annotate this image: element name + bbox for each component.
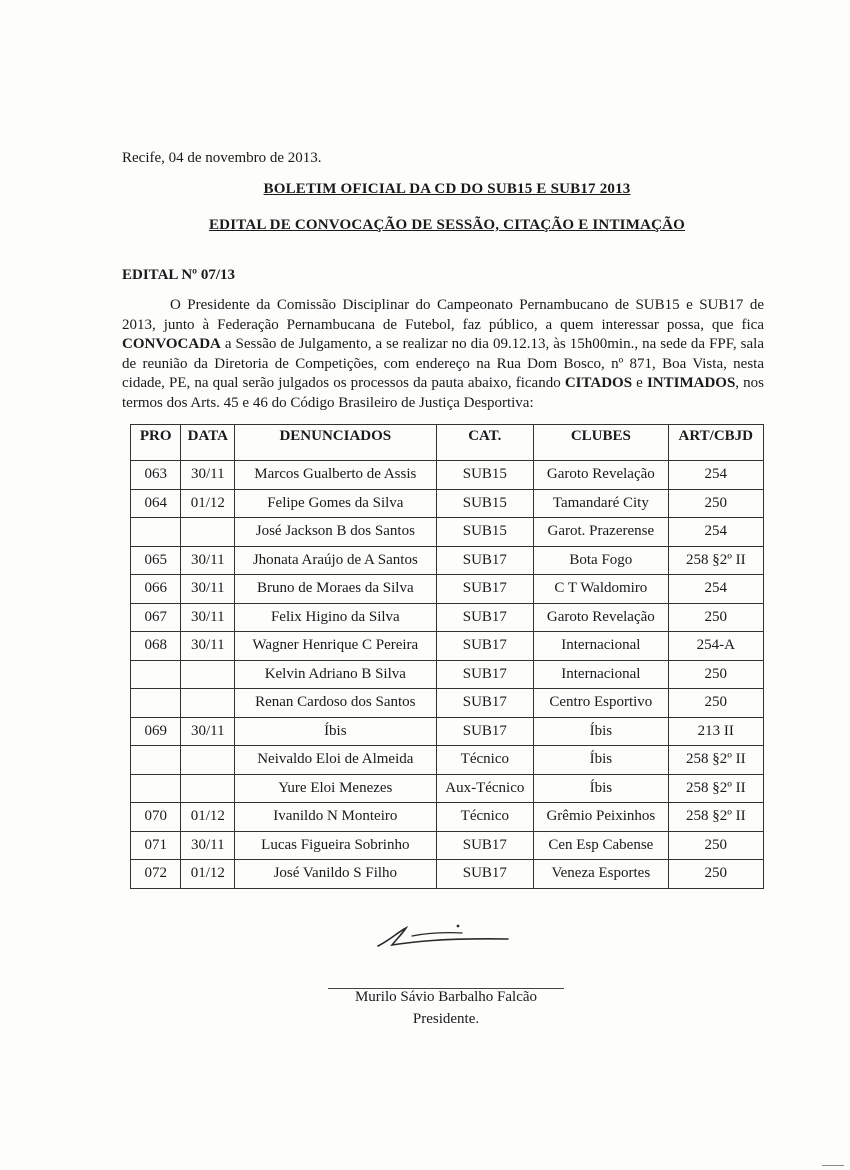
cell-cat: SUB15 [436, 518, 534, 547]
cell-clube: Bota Fogo [534, 546, 668, 575]
edital-title: EDITAL DE CONVOCAÇÃO DE SESSÃO, CITAÇÃO E INTIMAÇÃO [208, 217, 686, 233]
table-row [131, 632, 764, 661]
cell-pro: 065 [131, 546, 181, 575]
cell-cat: SUB17 [436, 603, 534, 632]
cell-clube: Internacional [534, 660, 668, 689]
date-line: Recife, 04 de novembro de 2013. [122, 150, 322, 166]
cell-art-cbjd: 250 [668, 689, 763, 718]
cell-clube: Garoto Revelação [534, 461, 668, 490]
cell-clube: Garoto Revelação [534, 603, 668, 632]
cell-art-cbjd: 250 [668, 489, 763, 518]
cell-denunciado: Kelvin Adriano B Silva [235, 660, 436, 689]
cell-art-cbjd: 250 [668, 860, 763, 889]
cell-art-cbjd: 213 II [668, 717, 763, 746]
table-row [131, 660, 764, 689]
header-cat: CAT. [436, 425, 534, 461]
cell-cat: SUB15 [436, 489, 534, 518]
cell-denunciado: Renan Cardoso dos Santos [235, 689, 436, 718]
paragraph-bold-citados: CITADOS [564, 375, 633, 391]
table-row [131, 461, 764, 490]
cell-pro: 066 [131, 575, 181, 604]
header-data: DATA [181, 425, 235, 461]
header-denunciados: DENUNCIADOS [235, 425, 436, 461]
cell-data [181, 774, 235, 803]
cell-cat: Técnico [436, 746, 534, 775]
cell-data: 30/11 [181, 575, 235, 604]
table-row [131, 803, 764, 832]
cell-denunciado: Lucas Figueira Sobrinho [235, 831, 436, 860]
cell-data: 30/11 [181, 831, 235, 860]
paragraph-text-4: , nos termos dos Arts. 45 e 46 do Código Brasileiro de Justiça Desportiva: [122, 375, 764, 411]
cell-art-cbjd: 254 [668, 461, 763, 490]
cell-denunciado: José Jackson B dos Santos [235, 518, 436, 547]
cell-data: 30/11 [181, 603, 235, 632]
cell-pro: 063 [131, 461, 181, 490]
cell-clube: Cen Esp Cabense [534, 831, 668, 860]
cell-denunciado: Marcos Gualberto de Assis [235, 461, 436, 490]
table-row [131, 717, 764, 746]
cell-data: 01/12 [181, 860, 235, 889]
cell-data: 30/11 [181, 546, 235, 575]
paragraph-bold-intimados: INTIMADOS [646, 375, 736, 391]
cell-clube: Íbis [534, 717, 668, 746]
paragraph-bold-convocada: CONVOCADA [122, 336, 221, 352]
table-row [131, 546, 764, 575]
cell-pro: 068 [131, 632, 181, 661]
cell-denunciado: Felipe Gomes da Silva [235, 489, 436, 518]
cell-pro [131, 518, 181, 547]
scan-edge-mark [822, 1165, 844, 1166]
convocation-paragraph [122, 296, 764, 413]
cell-art-cbjd: 254 [668, 575, 763, 604]
cell-cat: SUB17 [436, 831, 534, 860]
cell-cat: SUB17 [436, 632, 534, 661]
cell-data [181, 689, 235, 718]
cell-denunciado: Felix Higino da Silva [235, 603, 436, 632]
cell-denunciado: Wagner Henrique C Pereira [235, 632, 436, 661]
paragraph-text-3: e [632, 375, 647, 391]
cell-denunciado: Ivanildo N Monteiro [235, 803, 436, 832]
cell-cat: SUB17 [436, 575, 534, 604]
table-row [131, 603, 764, 632]
cell-data [181, 518, 235, 547]
table-row [131, 860, 764, 889]
cell-pro: 071 [131, 831, 181, 860]
signatory-role: Presidente. [412, 1011, 480, 1027]
cell-art-cbjd: 254 [668, 518, 763, 547]
cell-data: 30/11 [181, 632, 235, 661]
header-art-cbjd: ART/CBJD [668, 425, 763, 461]
cell-art-cbjd: 250 [668, 603, 763, 632]
signatory-name: Murilo Sávio Barbalho Falcão [354, 989, 538, 1005]
cell-data: 01/12 [181, 489, 235, 518]
cell-clube: Centro Esportivo [534, 689, 668, 718]
table-row [131, 689, 764, 718]
cell-clube: Garot. Prazerense [534, 518, 668, 547]
judgment-agenda-table [130, 424, 764, 889]
cell-cat: Técnico [436, 803, 534, 832]
cell-pro [131, 746, 181, 775]
cell-pro [131, 774, 181, 803]
cell-art-cbjd: 258 §2º II [668, 774, 763, 803]
cell-clube: Grêmio Peixinhos [534, 803, 668, 832]
cell-denunciado: Íbis [235, 717, 436, 746]
cell-data: 30/11 [181, 461, 235, 490]
cell-clube: Tamandaré City [534, 489, 668, 518]
cell-pro [131, 660, 181, 689]
cell-data [181, 660, 235, 689]
cell-denunciado: Bruno de Moraes da Silva [235, 575, 436, 604]
cell-pro: 064 [131, 489, 181, 518]
cell-pro: 067 [131, 603, 181, 632]
cell-cat: SUB17 [436, 546, 534, 575]
table-row [131, 489, 764, 518]
cell-cat: SUB17 [436, 717, 534, 746]
cell-data: 01/12 [181, 803, 235, 832]
paragraph-text-1: O Presidente da Comissão Disciplinar do Campeonato Pernambucano de SUB15 e SUB17 de 2013, junto à Federação Pernambucana de Futebol, faz público, a quem interessar possa, que fica [122, 297, 764, 333]
table-row [131, 518, 764, 547]
cell-clube: Veneza Esportes [534, 860, 668, 889]
cell-pro [131, 689, 181, 718]
cell-art-cbjd: 250 [668, 660, 763, 689]
cell-denunciado: José Vanildo S Filho [235, 860, 436, 889]
table-row [131, 831, 764, 860]
cell-clube: C T Waldomiro [534, 575, 668, 604]
cell-pro: 070 [131, 803, 181, 832]
cell-art-cbjd: 250 [668, 831, 763, 860]
table-row [131, 774, 764, 803]
cell-art-cbjd: 254-A [668, 632, 763, 661]
cell-clube: Íbis [534, 774, 668, 803]
cell-data [181, 746, 235, 775]
header-pro: PRO [131, 425, 181, 461]
edital-number: EDITAL Nº 07/13 [122, 267, 236, 283]
bulletin-title: BOLETIM OFICIAL DA CD DO SUB15 E SUB17 2013 [263, 181, 631, 197]
cell-denunciado: Jhonata Araújo de A Santos [235, 546, 436, 575]
header-clubes: CLUBES [534, 425, 668, 461]
paragraph-text-2: a Sessão de Julgamento, a se realizar no dia 09.12.13, às 15h00min., na sede da FPF, sala de reunião da Diretoria de Competições, com endereço na Rua Dom Bosco, nº 871, Boa Vista, nesta cidade, PE, na qual serão julgados os processos da pauta abaixo, ficando [122, 336, 764, 391]
cell-art-cbjd: 258 §2º II [668, 546, 763, 575]
cell-art-cbjd: 258 §2º II [668, 746, 763, 775]
cell-art-cbjd: 258 §2º II [668, 803, 763, 832]
table-row [131, 575, 764, 604]
cell-cat: SUB15 [436, 461, 534, 490]
cell-clube: Internacional [534, 632, 668, 661]
cell-cat: SUB17 [436, 860, 534, 889]
cell-pro: 072 [131, 860, 181, 889]
cell-cat: SUB17 [436, 660, 534, 689]
table-header-row [131, 425, 764, 461]
table-row [131, 746, 764, 775]
table-body [131, 461, 764, 889]
cell-cat: Aux-Técnico [436, 774, 534, 803]
cell-pro: 069 [131, 717, 181, 746]
cell-data: 30/11 [181, 717, 235, 746]
signature-scribble-icon [372, 918, 512, 954]
cell-cat: SUB17 [436, 689, 534, 718]
cell-clube: Íbis [534, 746, 668, 775]
cell-denunciado: Neivaldo Eloi de Almeida [235, 746, 436, 775]
cell-denunciado: Yure Eloi Menezes [235, 774, 436, 803]
